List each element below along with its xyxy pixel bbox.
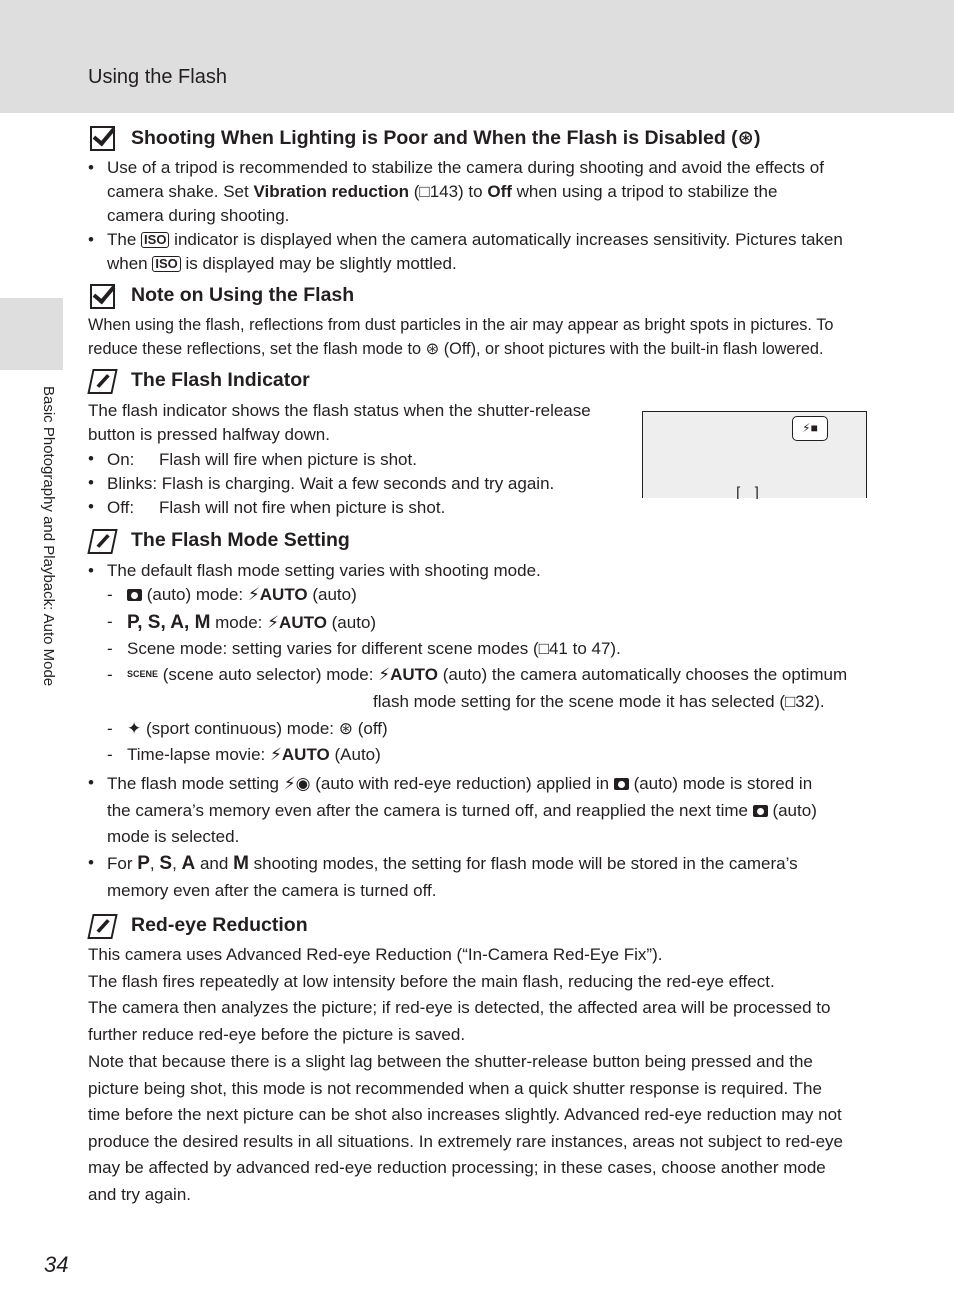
bullet: • bbox=[88, 158, 94, 177]
default-mode-scene: Scene mode: setting varies for different scene modes (□41 to 47). bbox=[127, 639, 621, 658]
default-mode-scene-auto: SCENE (scene auto selector) mode: ⚡AUTO (auto) the camera automatically chooses the optimum bbox=[127, 665, 848, 684]
page-number: 34 bbox=[44, 1252, 69, 1277]
paragraph-line: The flash mode setting ⚡◉ (auto with red-eye reduction) applied in (auto) mode is stored in bbox=[107, 772, 812, 796]
bullet: • bbox=[88, 449, 94, 468]
header-band bbox=[0, 0, 954, 113]
auto-mode-camera-icon bbox=[127, 589, 142, 601]
camera-monitor-illustration bbox=[642, 411, 867, 498]
paragraph-line: For P, S, A and M shooting modes, the setting for flash mode will be stored in the camera’s bbox=[107, 853, 798, 874]
default-mode-timelapse: Time-lapse movie: ⚡AUTO (Auto) bbox=[127, 745, 381, 764]
chapter-label: Basic Photography and Playback: Auto Mode bbox=[40, 386, 57, 687]
default-mode-psam: P, S, A, M mode: ⚡AUTO (auto) bbox=[127, 612, 377, 633]
paragraph-line: The camera then analyzes the picture; if red-eye is detected, the affected area will be processed to bbox=[88, 998, 831, 1017]
paragraph-line: produce the desired results in all situations. In extremely rare instances, areas not subject to red-eye bbox=[88, 1132, 843, 1151]
dash: - bbox=[107, 639, 113, 658]
checkmark-icon bbox=[90, 284, 115, 309]
auto-mode-camera-icon bbox=[753, 805, 768, 817]
paragraph-line: may be affected by advanced red-eye reduction processing; in these cases, choose another mode bbox=[88, 1158, 826, 1177]
paragraph-line: reduce these reflections, set the flash mode to ⊛ (Off), or shoot pictures with the built-in flash lowered. bbox=[88, 340, 824, 358]
default-mode-auto: (auto) mode: ⚡AUTO (auto) bbox=[127, 585, 357, 605]
note-icon bbox=[87, 914, 117, 939]
auto-mode-camera-icon bbox=[614, 778, 629, 790]
page-ref-icon: □ bbox=[419, 182, 430, 201]
flash-auto-icon: ⚡AUTO bbox=[267, 613, 327, 632]
dash: - bbox=[107, 585, 113, 604]
default-mode-sport: ✦ (sport continuous) mode: ⊛ (off) bbox=[127, 719, 388, 738]
paragraph-line: When using the flash, reflections from dust particles in the air may appear as bright spots in pictures. To bbox=[88, 316, 834, 334]
dash: - bbox=[107, 665, 113, 684]
flash-auto-icon: ⚡AUTO bbox=[247, 585, 308, 604]
paragraph-line: Use of a tripod is recommended to stabilize the camera during shooting and avoid the effects of bbox=[107, 158, 824, 177]
bullet: • bbox=[88, 853, 94, 872]
page-header-title: Using the Flash bbox=[88, 66, 227, 88]
mode-s-icon: S bbox=[159, 853, 173, 874]
dash: - bbox=[107, 612, 113, 631]
paragraph-line: time before the next picture can be shot also increases slightly. Advanced red-eye reduction may not bbox=[88, 1105, 842, 1124]
paragraph-line: the camera’s memory even after the camera is turned off, and reapplied the next time (auto) bbox=[107, 801, 817, 820]
paragraph-line: camera during shooting. bbox=[107, 206, 290, 225]
default-mode-scene-auto-cont: flash mode setting for the scene mode it has selected (□32). bbox=[373, 692, 825, 711]
paragraph-line: mode is selected. bbox=[107, 827, 240, 846]
mode-m-icon: M bbox=[233, 853, 249, 874]
page-ref-icon: □ bbox=[785, 692, 796, 711]
paragraph-line: The flash indicator shows the flash status when the shutter-release bbox=[88, 401, 591, 420]
chapter-tab bbox=[0, 298, 63, 370]
paragraph-line: memory even after the camera is turned off. bbox=[107, 881, 437, 900]
iso-icon: ISO bbox=[152, 256, 180, 272]
dash: - bbox=[107, 745, 113, 764]
checkmark-icon bbox=[90, 126, 115, 151]
sport-continuous-icon: ✦ bbox=[127, 719, 142, 738]
psam-mode-icons: P, S, A, M bbox=[127, 612, 211, 633]
paragraph-line: when ISO is displayed may be slightly mottled. bbox=[107, 254, 457, 273]
flash-auto-icon: ⚡AUTO bbox=[269, 745, 330, 764]
paragraph-line: The flash fires repeatedly at low intensity before the main flash, reducing the red-eye effect. bbox=[88, 972, 775, 991]
flash-auto-icon: ⚡AUTO bbox=[378, 665, 438, 684]
indicator-off-item: Off: Flash will not fire when picture is shot. bbox=[107, 498, 446, 517]
focus-bracket-icon: ⌈⌉ bbox=[736, 484, 771, 500]
page-ref-icon: □ bbox=[538, 639, 549, 658]
bullet: • bbox=[88, 230, 94, 249]
paragraph-line: and try again. bbox=[88, 1185, 192, 1204]
flash-indicator-icon: ⚡■ bbox=[792, 416, 828, 441]
paragraph-line: button is pressed halfway down. bbox=[88, 425, 330, 444]
mode-a-icon: A bbox=[181, 853, 196, 874]
paragraph-line: Note that because there is a slight lag between the shutter-release button being pressed and the bbox=[88, 1052, 813, 1071]
iso-icon: ISO bbox=[141, 232, 169, 248]
indicator-blinks-item: Blinks: Flash is charging. Wait a few seconds and try again. bbox=[107, 474, 555, 493]
paragraph-line: The default flash mode setting varies with shooting mode. bbox=[107, 561, 541, 580]
note-icon bbox=[87, 369, 117, 394]
bullet: • bbox=[88, 473, 94, 492]
bullet: • bbox=[88, 561, 94, 580]
note-icon bbox=[87, 529, 117, 554]
bullet: • bbox=[88, 497, 94, 516]
flash-redeye-icon: ⚡◉ bbox=[283, 774, 311, 793]
indicator-on-item: On: Flash will fire when picture is shot. bbox=[107, 450, 417, 469]
bullet: • bbox=[88, 773, 94, 792]
paragraph-line: further reduce red-eye before the picture is saved. bbox=[88, 1025, 466, 1044]
mode-p-icon: P bbox=[137, 853, 150, 874]
paragraph-line: camera shake. Set Vibration reduction (□143) to Off when using a tripod to stabilize the bbox=[107, 182, 778, 201]
paragraph-line: picture being shot, this mode is not recommended when a quick shutter response is required. The bbox=[88, 1079, 822, 1098]
paragraph-line: This camera uses Advanced Red-eye Reduction (“In-Camera Red-Eye Fix”). bbox=[88, 945, 663, 964]
paragraph-line: The ISO indicator is displayed when the camera automatically increases sensitivity. Pictures taken bbox=[107, 230, 843, 249]
scene-auto-selector-icon: SCENE bbox=[127, 669, 159, 679]
dash: - bbox=[107, 719, 113, 738]
